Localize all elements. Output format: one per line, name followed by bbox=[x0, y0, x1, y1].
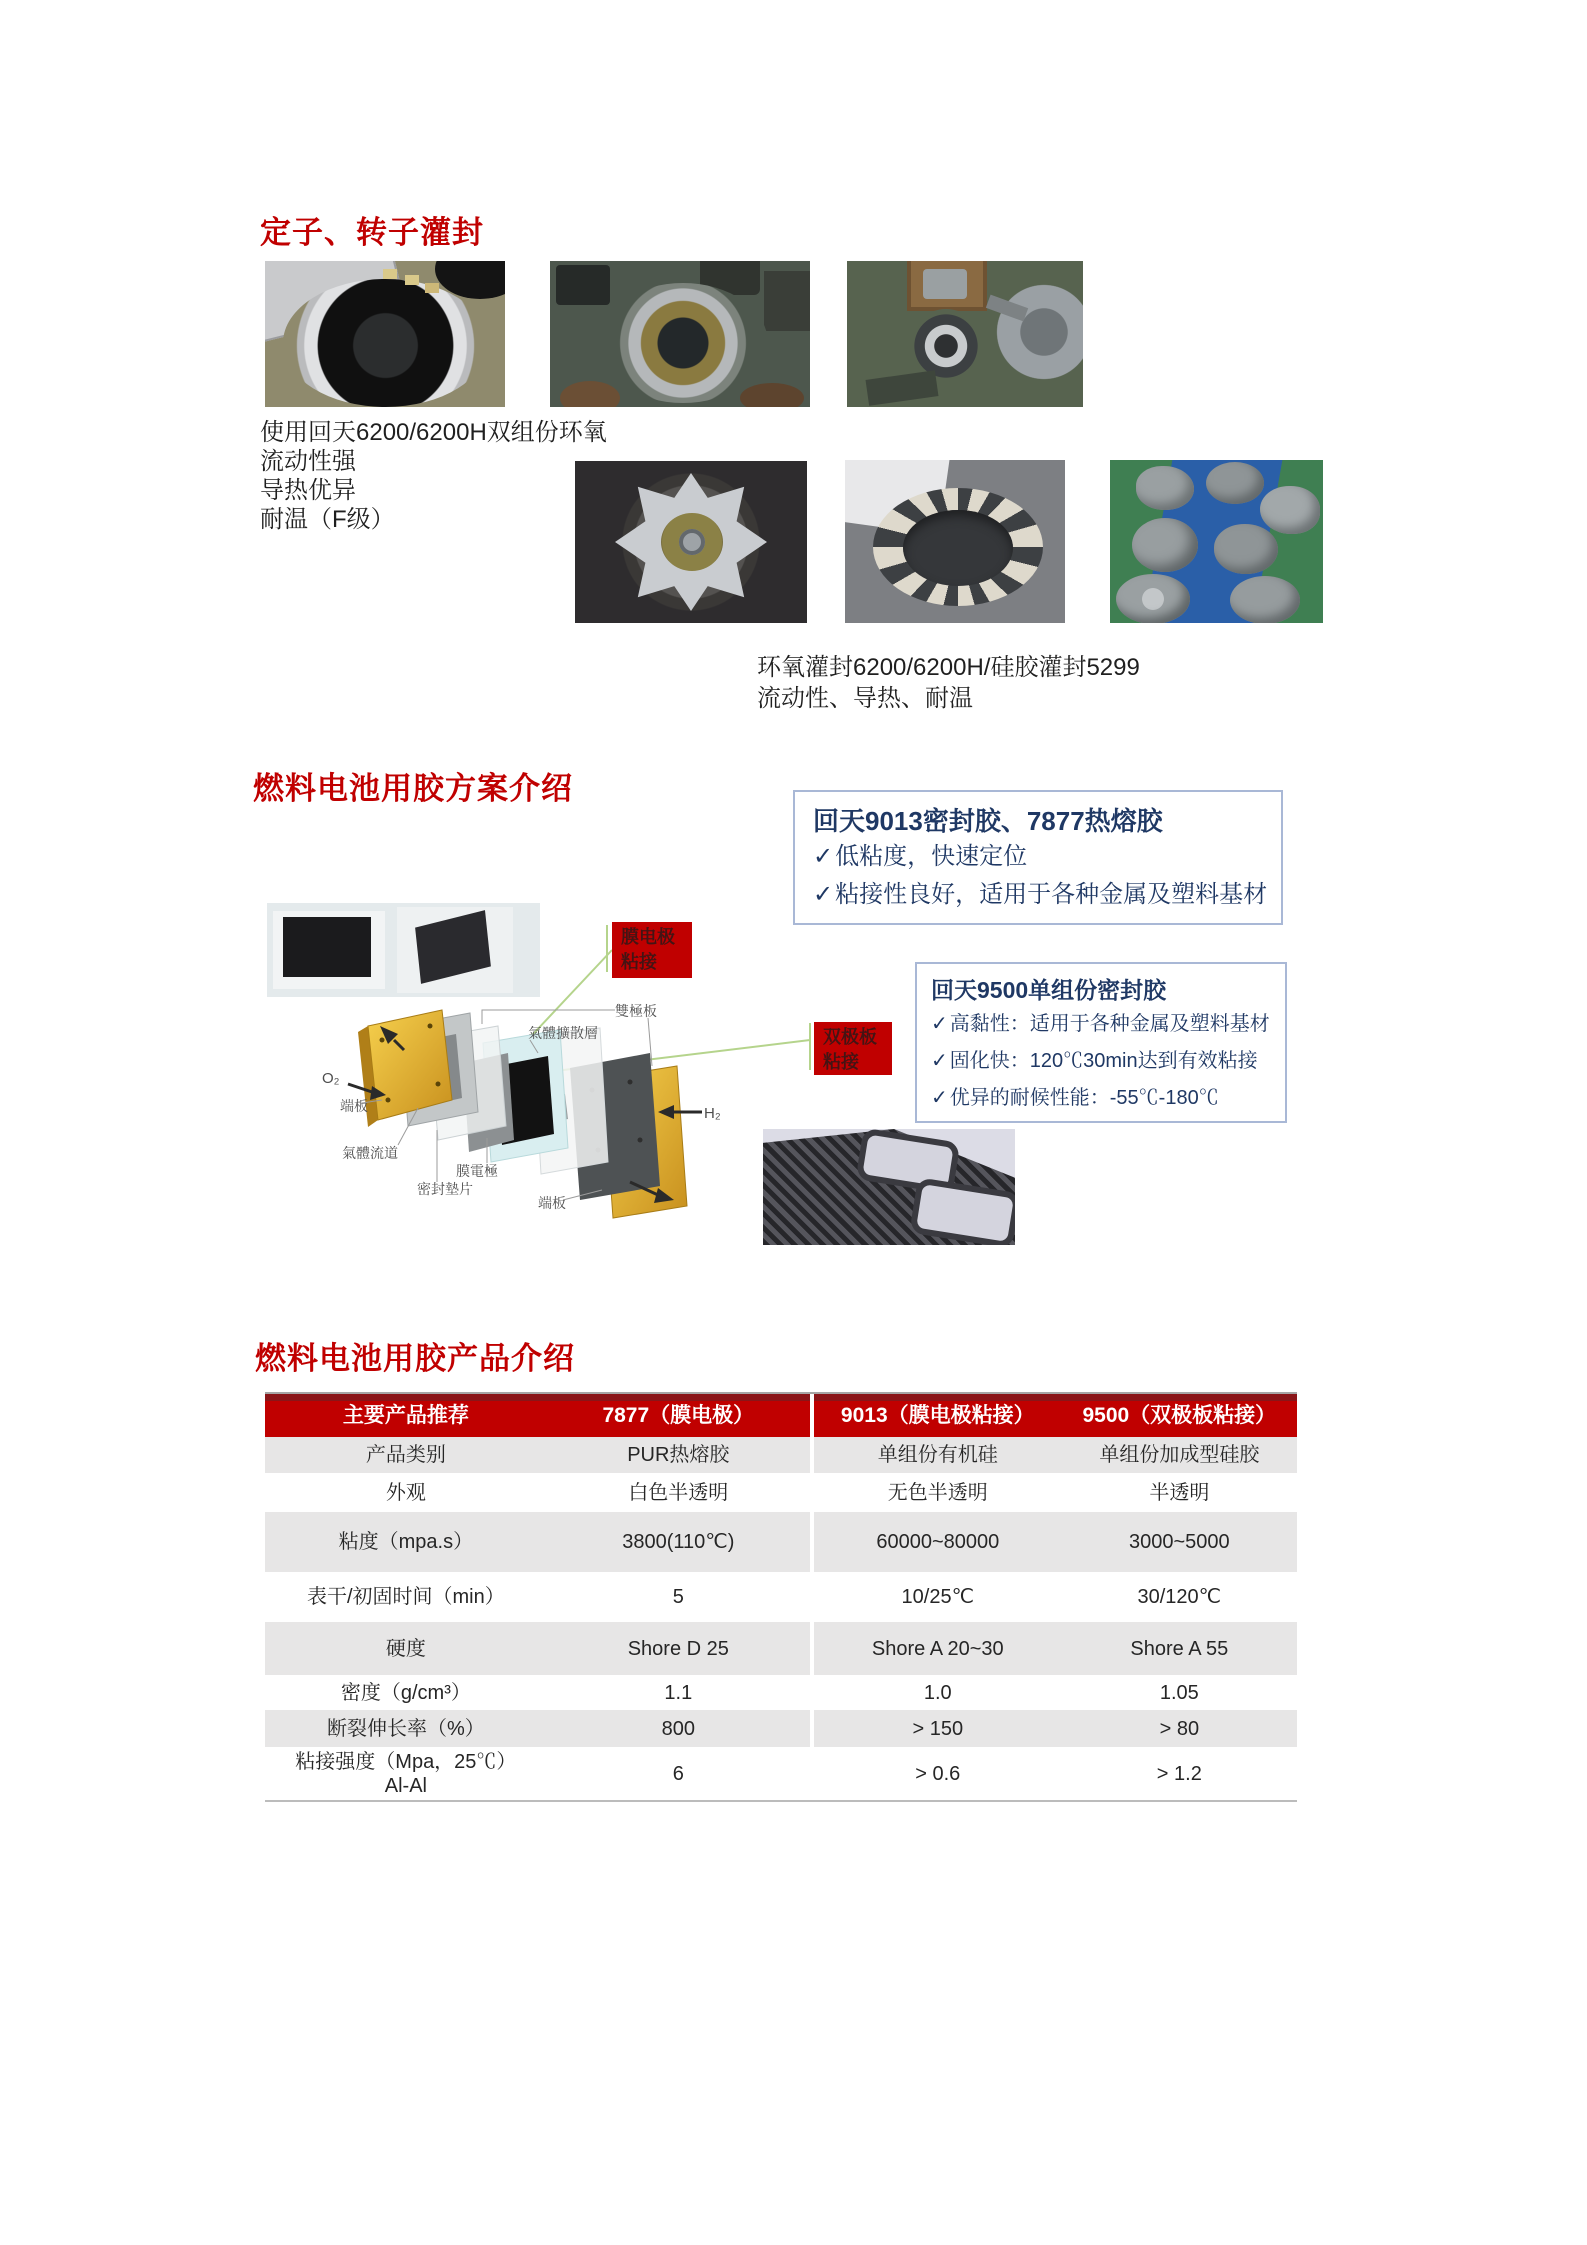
table-cell: > 0.6 bbox=[810, 1747, 1062, 1800]
table-cell: 6 bbox=[672, 1762, 684, 1785]
table-cell: 外观 bbox=[385, 1481, 426, 1504]
table-cell: 粘度（mpa.s） bbox=[265, 1512, 547, 1572]
table-cell: 3000~5000 bbox=[1062, 1512, 1297, 1572]
diagram-label-endplate-right: 端板 bbox=[538, 1195, 566, 1211]
diagram-label-h2: H₂ bbox=[704, 1105, 721, 1122]
callout-title: 回天9013密封胶、7877热熔胶 bbox=[813, 806, 1163, 836]
table-cell: 1.1 bbox=[664, 1681, 693, 1704]
table-cell: 30/120℃ bbox=[1137, 1586, 1222, 1608]
diagram-label-mea: 膜電極 bbox=[456, 1163, 498, 1179]
tag-mea-bonding: 膜电极 粘接 bbox=[612, 922, 692, 978]
table-cell: 半透明 bbox=[1149, 1481, 1210, 1504]
table-cell: > 150 bbox=[810, 1710, 1062, 1747]
table-cell: 密度（g/cm³） bbox=[340, 1681, 471, 1704]
table-header-cell: 9500（双极板粘接） bbox=[1082, 1403, 1277, 1427]
table-cell: Shore A 55 bbox=[1062, 1622, 1297, 1675]
table-cell: 单组份加成型硅胶 bbox=[1062, 1437, 1297, 1473]
table-header-row bbox=[265, 1392, 1297, 1437]
bullet-line: 耐温（F级） bbox=[260, 506, 395, 533]
callout-item: ✓ 高黏性：适用于各种金属及塑料基材 bbox=[931, 1013, 1270, 1035]
photo-stator-winding-floor bbox=[550, 261, 810, 407]
check-icon: ✓ bbox=[813, 881, 834, 908]
caption-line: 环氧灌封6200/6200H/硅胶灌封5299 bbox=[757, 654, 1140, 681]
diagram-label-gas-flow-channel: 氣體流道 bbox=[342, 1145, 398, 1161]
table-row bbox=[265, 1473, 1297, 1512]
table-cell: 1.0 bbox=[810, 1675, 1062, 1710]
bullet-line: 导热优异 bbox=[260, 477, 356, 504]
table-cell: > 1.2 bbox=[1156, 1762, 1202, 1785]
check-icon: ✓ bbox=[931, 1087, 948, 1109]
diagram-label-o2: O₂ bbox=[322, 1070, 340, 1087]
table-cell: 硬度 bbox=[265, 1622, 547, 1675]
callout-item: ✓ 优异的耐候性能：-55℃-180℃ bbox=[931, 1087, 1219, 1109]
table-cell: 10/25℃ bbox=[810, 1572, 1062, 1622]
photo-motor-parts-workbench bbox=[847, 261, 1083, 407]
section3-title: 燃料电池用胶产品介绍 bbox=[255, 1341, 575, 1376]
photo-stator-core-carpet bbox=[845, 460, 1065, 623]
callout-item: ✓ 固化快：120℃30min达到有效粘接 bbox=[931, 1050, 1258, 1072]
callout-item: ✓低粘度，快速定位 bbox=[813, 843, 1028, 870]
table-row bbox=[265, 1710, 1297, 1747]
caption-line: 流动性、导热、耐温 bbox=[757, 685, 973, 712]
table-cell: 1.05 bbox=[1159, 1681, 1199, 1704]
bullet-line: 使用回天6200/6200H双组份环氧 bbox=[260, 419, 607, 446]
callout-9500 bbox=[915, 962, 1287, 1123]
table-row bbox=[265, 1512, 1297, 1572]
table-row bbox=[265, 1675, 1297, 1710]
table-header-cell: 主要产品推荐 bbox=[342, 1403, 469, 1427]
table-header-cell: 7877（膜电极） bbox=[602, 1403, 755, 1427]
table-cell: 断裂伸长率（%） bbox=[265, 1710, 547, 1747]
table-cell: 粘接强度（Mpa，25℃） Al-Al bbox=[295, 1750, 517, 1797]
photo-stator-housing-potted bbox=[265, 261, 505, 407]
table-cell: 800 bbox=[547, 1710, 810, 1747]
diagram-label-seal-gasket: 密封墊片 bbox=[417, 1181, 473, 1197]
table-row bbox=[265, 1622, 1297, 1675]
product-table bbox=[265, 1392, 1297, 1802]
section1-title: 定子、转子灌封 bbox=[260, 215, 484, 250]
section2-title: 燃料电池用胶方案介绍 bbox=[253, 771, 573, 806]
callout-item: ✓粘接性良好，适用于各种金属及塑料基材 bbox=[813, 881, 1268, 908]
table-cell: 60000~80000 bbox=[810, 1512, 1062, 1572]
section1-bullets bbox=[260, 418, 607, 534]
callout-title: 回天9500单组份密封胶 bbox=[931, 977, 1167, 1003]
tag-bipolar-bonding: 双极板 粘接 bbox=[814, 1022, 892, 1075]
table-cell: 表干/初固时间（min） bbox=[306, 1586, 505, 1608]
section1-caption bbox=[757, 652, 1140, 714]
check-icon: ✓ bbox=[931, 1050, 948, 1072]
check-icon: ✓ bbox=[813, 843, 834, 870]
photo-motor-housings-green-floor bbox=[1110, 460, 1323, 623]
table-cell: PUR热熔胶 bbox=[547, 1437, 810, 1473]
table-cell: 无色半透明 bbox=[810, 1473, 1062, 1512]
table-cell: 3800(110℃) bbox=[547, 1512, 810, 1572]
check-icon: ✓ bbox=[931, 1013, 948, 1035]
table-cell: 产品类别 bbox=[265, 1437, 547, 1473]
table-cell: Shore A 20~30 bbox=[810, 1622, 1062, 1675]
table-cell: 白色半透明 bbox=[628, 1481, 729, 1504]
table-cell: Shore D 25 bbox=[547, 1622, 810, 1675]
photo-rotor-star-lamination bbox=[575, 461, 807, 623]
table-cell: > 80 bbox=[1062, 1710, 1297, 1747]
bullet-line: 流动性强 bbox=[260, 448, 356, 475]
diagram-label-endplate-left: 端板 bbox=[340, 1098, 368, 1114]
table-row bbox=[265, 1747, 1297, 1800]
table-row bbox=[265, 1437, 1297, 1473]
diagram-label-bipolar-plate: 雙極板 bbox=[615, 1003, 657, 1019]
table-cell: 5 bbox=[672, 1586, 684, 1608]
table-header-cell: 9013（膜电极粘接） bbox=[810, 1394, 1062, 1437]
table-row bbox=[265, 1572, 1297, 1622]
photo-bipolar-plate bbox=[763, 1129, 1015, 1245]
diagram-label-gas-diffusion-layer: 氣體擴散層 bbox=[528, 1025, 598, 1041]
table-cell: 单组份有机硅 bbox=[810, 1437, 1062, 1473]
